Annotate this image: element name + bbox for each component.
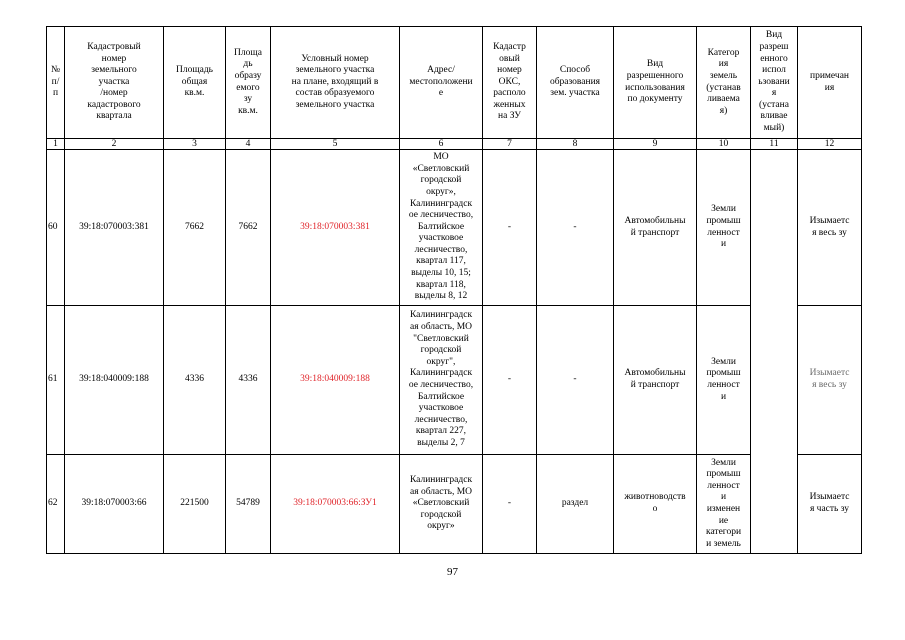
column-number: 11 [751,139,798,150]
column-number: 12 [798,139,862,150]
land-category: Земли промыш ленност и [697,150,751,306]
column-number: 9 [614,139,697,150]
row-number: 62 [47,455,65,554]
table-row [47,306,862,455]
land-category: Земли промыш ленност и [697,306,751,455]
formation-method: - [537,306,614,455]
land-category: Земли промыш ленност и изменен ие категори и земель [697,455,751,554]
oks-number: - [483,150,537,306]
cadastral-number: 39:18:040009:188 [65,306,164,455]
column-number: 2 [65,139,164,150]
column-number: 4 [226,139,271,150]
oks-number: - [483,306,537,455]
column-number: 3 [164,139,226,150]
page-number: 97 [447,566,458,578]
conditional-number: 39:18:040009:188 [271,306,400,455]
conditional-number: 39:18:070003:381 [271,150,400,306]
land-plots-table [46,26,862,554]
permitted-use: Автомобильны й транспорт [614,150,697,306]
permitted-use: Автомобильны й транспорт [614,306,697,455]
column-number: 5 [271,139,400,150]
header-formed-area: Площа дь образу емого зу кв.м. [226,27,271,139]
header-formation-method: Способ образования зем. участка [537,27,614,139]
total-area: 7662 [164,150,226,306]
header-notes: примечан ия [798,27,862,139]
formed-area: 4336 [226,306,271,455]
note: Изымаетс я часть зу [798,455,862,554]
header-oks-number: Кадастр овый номер ОКС, располо женных на ЗУ [483,27,537,139]
header-permitted-use: Вид разрешенного использования по документу [614,27,697,139]
header-land-category: Категор ия земель (устанав ливаема я) [697,27,751,139]
header-number: № п/ п [47,27,65,139]
cadastral-number: 39:18:070003:381 [65,150,164,306]
permitted-use: животноводств о [614,455,697,554]
header-total-area: Площадь общая кв.м. [164,27,226,139]
column-number: 8 [537,139,614,150]
formed-area: 54789 [226,455,271,554]
column-number: 1 [47,139,65,150]
note: Изымаетс я весь зу [798,150,862,306]
address: Калининградск ая область, МО «Светловский городской округ» [400,455,483,554]
header-address: Адрес/ местоположени е [400,27,483,139]
address: МО «Светловский городской округ», Калининградск ое лесничество, Балтийское участковое лесничество, квартал 117, выделы 10, 15; квартал 118, выделы 8, 12 [400,150,483,306]
header-established-use: Вид разреш енного испол ьзовани я (устана вливае мый) [751,27,798,139]
total-area: 4336 [164,306,226,455]
header-conditional-number: Условный номер земельного участка на плане, входящий в состав образуемого земельного участка [271,27,400,139]
formation-method: раздел [537,455,614,554]
oks-number: - [483,455,537,554]
cadastral-number: 39:18:070003:66 [65,455,164,554]
column-number: 6 [400,139,483,150]
row-number: 61 [47,306,65,455]
header-cadastral-number: Кадастровый номер земельного участка /номер кадастрового квартала [65,27,164,139]
conditional-number: 39:18:070003:66:ЗУ1 [271,455,400,554]
table-header-row [47,27,862,139]
total-area: 221500 [164,455,226,554]
row-number: 60 [47,150,65,306]
column-numbers-row [47,139,862,150]
formed-area: 7662 [226,150,271,306]
table-row [47,150,862,306]
established-use [751,150,798,554]
formation-method: - [537,150,614,306]
column-number: 10 [697,139,751,150]
address: Калининградск ая область, МО "Светловский городской округ", Калининградск ое лесничество, Балтийское участковое лесничество, квартал 227, выделы 2, 7 [400,306,483,455]
table-row [47,455,862,554]
note: Изымаетс я весь зу [798,306,862,455]
column-number: 7 [483,139,537,150]
